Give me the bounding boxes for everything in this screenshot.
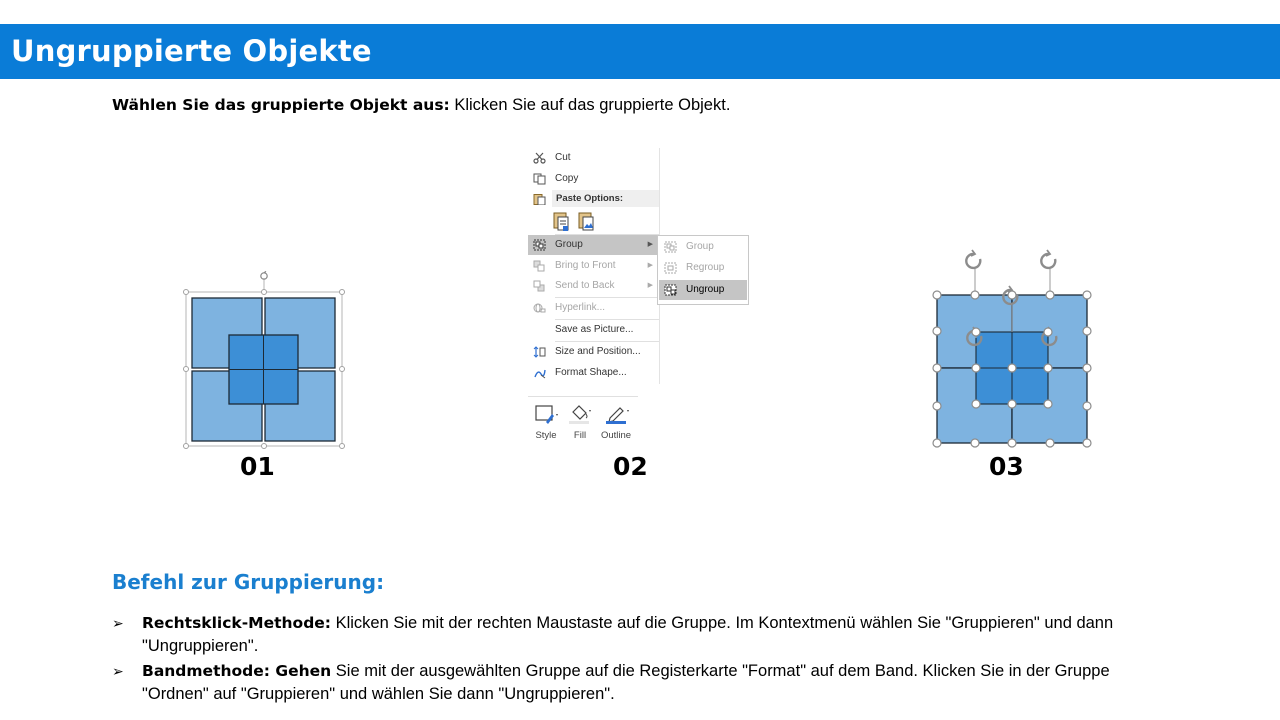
bullet-list	[112, 612, 1132, 706]
step-label-02: 02	[613, 452, 648, 481]
menu-item-label: Copy	[555, 173, 579, 184]
context-menu	[528, 148, 660, 384]
bullet-right-click-method	[112, 612, 1132, 658]
menu-item-label: Cut	[555, 152, 571, 163]
style-button[interactable]	[528, 396, 564, 444]
fill-button[interactable]	[566, 396, 594, 444]
submenu-item-group[interactable]	[659, 237, 747, 257]
bullet-arrow-icon: ➢	[112, 663, 124, 679]
menu-item-hyperlink[interactable]	[528, 298, 659, 318]
submenu-arrow-icon: ▶	[647, 241, 653, 248]
intro-bold: Wählen Sie das gruppierte Objekt aus:	[112, 96, 450, 114]
menu-item-label: Save as Picture...	[555, 324, 634, 335]
step-label-01: 01	[240, 452, 275, 481]
menu-item-send-to-back[interactable]	[528, 276, 659, 296]
menu-item-bring-to-front[interactable]	[528, 256, 659, 276]
hyperlink-icon	[533, 302, 546, 314]
menu-item-copy[interactable]	[528, 169, 659, 189]
grouped-object-figure[interactable]	[180, 268, 350, 453]
step-label-03: 03	[989, 452, 1024, 481]
outline-label: Outline	[600, 430, 632, 441]
menu-item-label: Send to Back	[555, 280, 615, 291]
submenu-item-ungroup[interactable]	[659, 280, 747, 300]
fill-label: Fill	[573, 430, 587, 441]
paste-option-picture-icon[interactable]	[577, 210, 595, 232]
bullet-bold: Rechtsklick-Methode:	[142, 614, 332, 632]
format-shape-icon	[533, 367, 546, 379]
bullet-ribbon-method	[112, 660, 1132, 706]
ungrouped-objects-figure[interactable]	[925, 246, 1100, 451]
submenu-item-regroup[interactable]	[659, 258, 747, 278]
menu-item-group[interactable]	[528, 235, 659, 255]
size-position-icon	[533, 346, 546, 358]
outline-pen-icon	[604, 402, 632, 426]
submenu-item-label: Group	[686, 241, 714, 252]
submenu-item-label: Ungroup	[686, 284, 725, 295]
paste-icon	[533, 193, 546, 205]
bullet-text: Klicken Sie mit der rechten Maustaste auf die Gruppe. Im Kontextmenü wählen Sie "Gruppieren" und dann "Ungruppieren".	[142, 614, 1114, 655]
menu-item-save-as-picture[interactable]	[528, 320, 659, 340]
copy-icon	[533, 173, 546, 185]
intro-line	[112, 96, 730, 115]
group-icon	[664, 241, 677, 253]
group-icon	[533, 239, 546, 251]
intro-text: Klicken Sie auf das gruppierte Objekt.	[449, 96, 731, 114]
ungroup-icon	[664, 284, 677, 296]
outline-button[interactable]	[596, 396, 636, 444]
bring-to-front-icon	[533, 260, 546, 272]
mini-toolbar	[528, 396, 638, 444]
rotate-handle-icon[interactable]	[1041, 250, 1055, 268]
menu-item-size-and-position[interactable]	[528, 342, 659, 362]
paste-options-header: Paste Options:	[552, 190, 659, 207]
menu-item-format-shape[interactable]	[528, 363, 659, 383]
bullet-text: Sie mit der ausgewählten Gruppe auf die Registerkarte "Format" auf dem Band. Klicken Sie in der Gruppe "Ordnen" auf "Gruppieren" und wählen Sie dann "Ungruppieren".	[142, 662, 1110, 703]
menu-item-label: Group	[555, 239, 583, 250]
scissors-icon	[533, 152, 546, 164]
menu-item-label: Hyperlink...	[555, 302, 606, 313]
submenu-item-label: Regroup	[686, 262, 725, 273]
fill-bucket-icon	[567, 402, 595, 426]
menu-item-label: Bring to Front	[555, 260, 616, 271]
style-label: Style	[535, 430, 557, 441]
send-to-back-icon	[533, 280, 546, 292]
menu-item-cut[interactable]	[528, 148, 659, 168]
slide-title: Ungruppierte Objekte	[11, 34, 372, 68]
submenu-arrow-icon: ▶	[647, 262, 653, 269]
menu-item-label: Format Shape...	[555, 367, 627, 378]
menu-item-label: Size and Position...	[555, 346, 641, 357]
title-bar	[0, 24, 1280, 79]
bullet-bold: Bandmethode: Gehen	[142, 662, 332, 680]
paste-option-keep-formatting-icon[interactable]	[552, 210, 570, 232]
section-title: Befehl zur Gruppierung:	[112, 570, 385, 594]
style-icon	[534, 404, 560, 426]
group-submenu	[657, 235, 749, 305]
rotate-handle-icon[interactable]	[966, 250, 980, 268]
submenu-arrow-icon: ▶	[647, 282, 653, 289]
bullet-arrow-icon: ➢	[112, 615, 124, 631]
regroup-icon	[664, 262, 677, 274]
